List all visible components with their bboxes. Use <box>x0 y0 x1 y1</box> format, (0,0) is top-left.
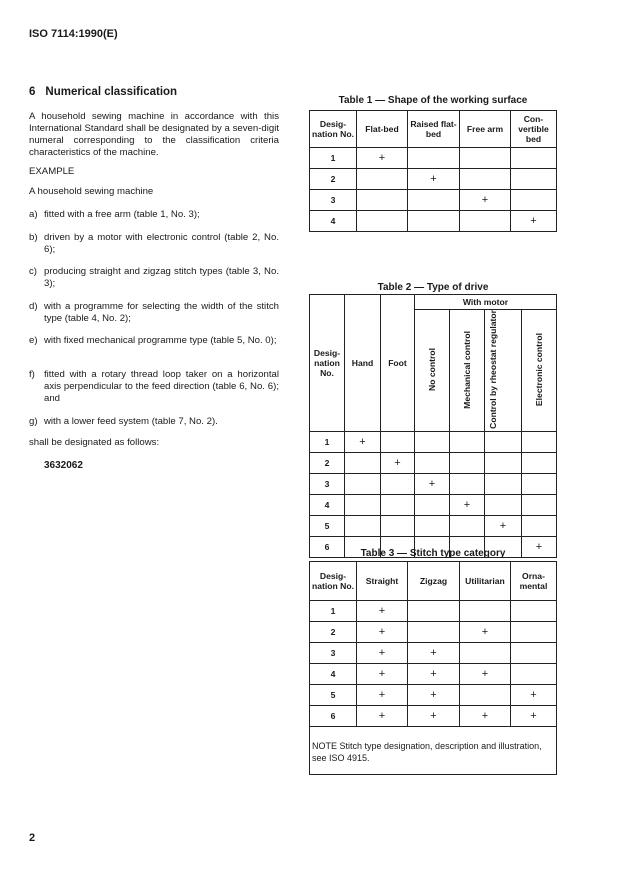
list-item <box>29 266 279 290</box>
table-cell <box>511 601 557 622</box>
list-item <box>29 301 279 325</box>
table-cell <box>408 601 460 622</box>
example-intro: A household sewing machine <box>29 186 154 197</box>
table-cell <box>511 643 557 664</box>
table-header-cell: Flat-bed <box>357 111 408 148</box>
list-item-label: c) <box>29 266 37 277</box>
table-cell <box>485 431 522 452</box>
list-item-label: b) <box>29 232 38 243</box>
table-cell: + <box>357 685 408 706</box>
table-cell: + <box>485 515 522 536</box>
table-header-cell: Zigzag <box>408 562 460 601</box>
table-cell <box>511 148 557 169</box>
table-cell: 2 <box>310 169 357 190</box>
designation-code: 3632062 <box>44 460 83 471</box>
table-cell: 2 <box>310 452 345 473</box>
table-cell <box>450 473 485 494</box>
table2-caption: Table 2 — Type of drive <box>377 282 489 293</box>
table-row <box>310 664 557 685</box>
list-item-label: e) <box>29 335 38 346</box>
table-header-cell: Desig-nation No. <box>310 111 357 148</box>
table-cell <box>485 494 522 515</box>
vertical-header-text: Electronic control <box>533 332 544 406</box>
table-header-cell <box>415 310 450 432</box>
table-header-cell: Hand <box>345 295 381 432</box>
table-cell <box>450 452 485 473</box>
list-item-text: producing straight and zigzag stitch types (table 3, No. 3); <box>44 266 279 289</box>
list-item <box>29 416 279 428</box>
table-cell <box>522 452 557 473</box>
table-header-cell: Utilitarian <box>460 562 511 601</box>
table-header-cell: Con-vertible bed <box>511 111 557 148</box>
table-cell <box>381 515 415 536</box>
table-cell <box>415 452 450 473</box>
table-cell <box>408 190 460 211</box>
table-cell: + <box>460 622 511 643</box>
table-cell: + <box>511 211 557 232</box>
table-cell <box>460 211 511 232</box>
table-cell: 4 <box>310 211 357 232</box>
list-item-label: a) <box>29 209 38 220</box>
section-title: Numerical classification <box>45 86 178 98</box>
list-item-text: driven by a motor with electronic control (table 2, No. 6); <box>44 232 279 255</box>
table-header-cell: Straight <box>357 562 408 601</box>
table-cell: 3 <box>310 643 357 664</box>
table-header-cell: Desig-nation No. <box>310 295 345 432</box>
table-cell <box>345 452 381 473</box>
table-cell <box>485 473 522 494</box>
table-cell <box>415 494 450 515</box>
table-cell: + <box>345 431 381 452</box>
table-cell <box>408 211 460 232</box>
table-cell: + <box>357 622 408 643</box>
table-cell <box>522 473 557 494</box>
intro-paragraph: A household sewing machine in accordance with this International Standard shall be designated by a seven-digit numeral corresponding to the classification criteria characteristics of the machine. <box>29 111 279 158</box>
table-cell: + <box>415 473 450 494</box>
table-cell <box>522 494 557 515</box>
table-row <box>310 169 557 190</box>
list-item-text: fitted with a rotary thread loop taker on a horizontal axis perpendicular to the feed direction (table 6, No. 6); and <box>44 369 279 404</box>
table-cell: + <box>460 706 511 727</box>
list-item <box>29 232 279 256</box>
table-cell <box>415 431 450 452</box>
table3-caption: Table 3 — Stitch type category <box>360 548 506 559</box>
table-cell <box>450 515 485 536</box>
table-cell: 2 <box>310 622 357 643</box>
table-cell: + <box>511 706 557 727</box>
table-header-cell: Raised flat-bed <box>408 111 460 148</box>
table-row <box>310 473 557 494</box>
list-item-label: f) <box>29 369 35 380</box>
table-header-cell <box>485 310 522 432</box>
table-cell: + <box>357 643 408 664</box>
table-cell: + <box>357 706 408 727</box>
table-cell: + <box>511 685 557 706</box>
table-cell: 5 <box>310 685 357 706</box>
table-header-row <box>310 111 557 148</box>
vertical-header-text: Control by rheostat regulator <box>488 310 498 429</box>
table-cell <box>345 515 381 536</box>
table-cell <box>357 190 408 211</box>
table-header-row <box>310 295 557 310</box>
table-row <box>310 601 557 622</box>
table-cell: + <box>408 169 460 190</box>
section-number: 6 <box>29 86 36 98</box>
table-cell <box>345 473 381 494</box>
vertical-header-text: No control <box>426 347 437 391</box>
table-cell <box>450 431 485 452</box>
table-cell <box>460 685 511 706</box>
table-cell <box>460 643 511 664</box>
table-cell <box>460 148 511 169</box>
table-row <box>310 622 557 643</box>
table-cell: 6 <box>310 706 357 727</box>
table-header-row <box>310 562 557 601</box>
table-cell <box>381 473 415 494</box>
table-row <box>310 452 557 473</box>
table-cell <box>415 515 450 536</box>
table-header-cell <box>522 310 557 432</box>
table-cell: 4 <box>310 664 357 685</box>
table-row <box>310 211 557 232</box>
list-item-text: with a lower feed system (table 7, No. 2). <box>44 416 218 427</box>
table-cell <box>511 190 557 211</box>
table-cell: 3 <box>310 473 345 494</box>
table-cell: + <box>357 148 408 169</box>
table-header-cell: Foot <box>381 295 415 432</box>
table-cell <box>485 452 522 473</box>
table-cell <box>522 515 557 536</box>
table-cell: + <box>357 601 408 622</box>
table-header-cell: Free arm <box>460 111 511 148</box>
table-header-cell <box>450 310 485 432</box>
page-number: 2 <box>29 832 36 844</box>
table1 <box>309 110 557 232</box>
table-cell: + <box>357 664 408 685</box>
list-item <box>29 335 279 347</box>
table-cell <box>357 211 408 232</box>
table-cell: + <box>408 685 460 706</box>
table-header-cell: Orna-mental <box>511 562 557 601</box>
table-cell <box>522 431 557 452</box>
table-row <box>310 643 557 664</box>
table-cell <box>381 494 415 515</box>
table-cell <box>408 622 460 643</box>
list-item-text: with a programme for selecting the width of the stitch type (table 4, No. 2); <box>44 301 279 324</box>
table-cell <box>357 169 408 190</box>
table-cell: + <box>408 664 460 685</box>
table-cell: + <box>408 706 460 727</box>
table-row <box>310 706 557 727</box>
table-cell <box>381 431 415 452</box>
table-group-header: With motor <box>415 295 557 310</box>
table1-caption: Table 1 — Shape of the working surface <box>338 95 528 106</box>
table-cell <box>408 148 460 169</box>
table-row <box>310 190 557 211</box>
table-cell: 1 <box>310 148 357 169</box>
standard-header: ISO 7114:1990(E) <box>29 28 118 40</box>
table-cell: + <box>450 494 485 515</box>
table3-note: NOTE Stitch type designation, description and illustration, see ISO 4915. <box>312 741 542 763</box>
table-cell: + <box>522 536 557 557</box>
table-row <box>310 494 557 515</box>
table-cell <box>460 169 511 190</box>
table-cell <box>345 494 381 515</box>
table-cell <box>511 622 557 643</box>
table-cell: 1 <box>310 601 357 622</box>
table-cell: 4 <box>310 494 345 515</box>
table-cell: 3 <box>310 190 357 211</box>
table-cell <box>460 601 511 622</box>
table-row <box>310 515 557 536</box>
table-header-cell: Desig-nation No. <box>310 562 357 601</box>
list-item <box>29 369 279 405</box>
table-row <box>310 685 557 706</box>
table-cell: 5 <box>310 515 345 536</box>
section-heading <box>29 86 187 98</box>
list-item-text: fitted with a free arm (table 1, No. 3); <box>44 209 200 220</box>
table-cell <box>511 664 557 685</box>
table-cell: 1 <box>310 431 345 452</box>
list-item-text: with fixed mechanical programme type (table 5, No. 0); <box>44 335 277 346</box>
list-item-label: d) <box>29 301 38 312</box>
table-cell: + <box>381 452 415 473</box>
list-item <box>29 209 279 221</box>
list-item-label: g) <box>29 416 38 427</box>
table-cell: 6 <box>310 536 345 557</box>
table-cell <box>511 169 557 190</box>
table-row <box>310 148 557 169</box>
table-cell: + <box>460 190 511 211</box>
vertical-header-text: Mechanical control <box>461 330 472 409</box>
example-label: EXAMPLE <box>29 166 75 177</box>
table-row <box>310 431 557 452</box>
designation-lead: shall be designated as follows: <box>29 437 160 448</box>
table-cell: + <box>460 664 511 685</box>
table2 <box>309 294 557 558</box>
table-cell: + <box>408 643 460 664</box>
